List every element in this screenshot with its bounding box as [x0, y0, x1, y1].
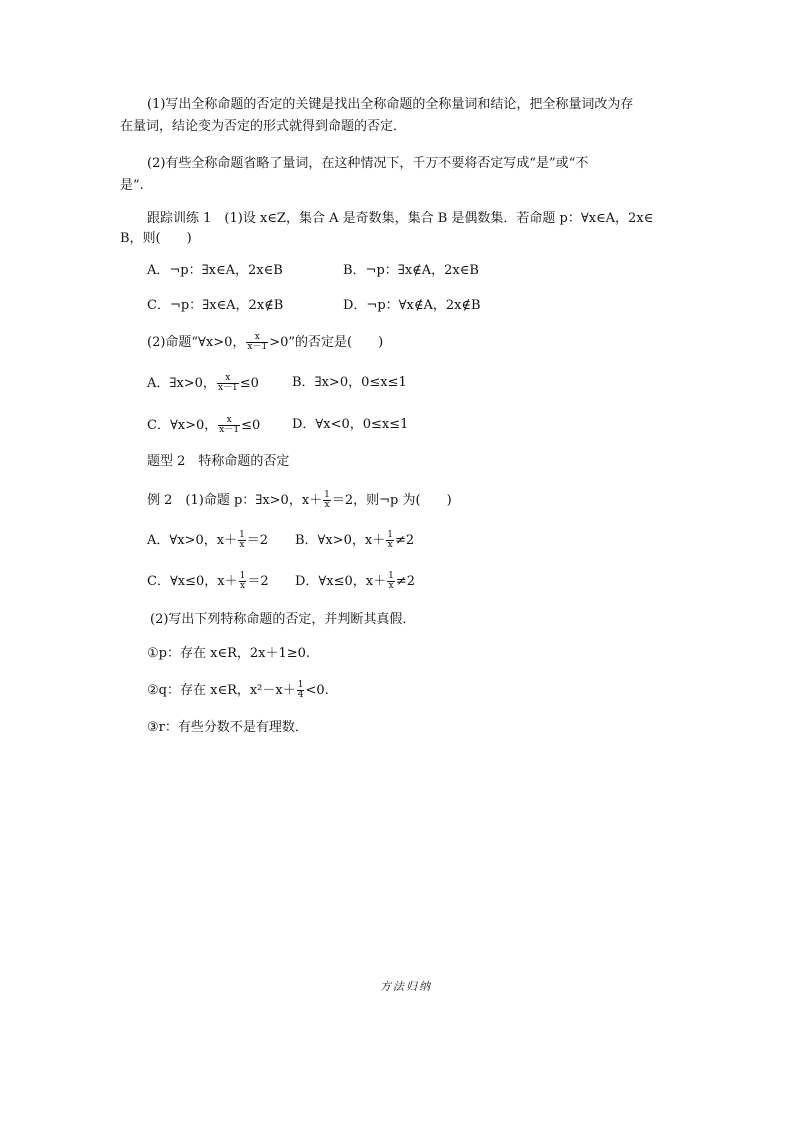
option-a-fraction	[217, 374, 239, 393]
option-a-post: ＝2	[246, 533, 269, 548]
example2-option-b	[295, 531, 414, 550]
option-b-post: ≠2	[394, 533, 415, 548]
footer-heading: 方法归纳	[380, 980, 432, 993]
fraction-denominator: x	[239, 540, 245, 550]
example2-option-a	[147, 531, 268, 550]
exercise1-q1-line2: B，则( )	[120, 231, 192, 246]
fraction-numerator: 1	[297, 680, 304, 690]
fraction-numerator: 1	[239, 571, 246, 581]
note1-line1: (1)写出全称命题的否定的关键是找出全称命题的全称量词和结论，把全称量词改为存	[147, 97, 634, 112]
option-a-fraction	[238, 531, 246, 550]
option-d-pre: D．∀x≤0，x＋	[295, 574, 387, 589]
fraction-numerator: 1	[239, 530, 245, 540]
exercise1-option-d: D．¬p：∀x∉A，2x∉B	[343, 298, 481, 313]
note2-line1: (2)有些全称命题省略了量词，在这种情况下，千万不要将否定写成“是”或“不	[147, 156, 589, 171]
fraction-denominator: x	[239, 581, 246, 591]
item-q-post: <0.	[305, 683, 329, 698]
option-d-post: ≠2	[395, 574, 416, 589]
option-c-pre: C．∀x>0，	[147, 418, 218, 433]
fraction-denominator: 4	[297, 690, 304, 700]
exercise1-q2-option-d: D．∀x<0，0≤x≤1	[292, 417, 409, 432]
fraction-denominator: x－1	[219, 425, 240, 435]
example2-item-p: ①p：存在 x∈R，2x＋1≥0.	[147, 646, 311, 661]
fraction-numerator: 1	[387, 530, 393, 540]
example2-q2: (2)写出下列特称命题的否定，并判断其真假．	[150, 612, 416, 627]
note2-line2: 是”.	[120, 178, 144, 193]
exercise1-q2-fraction	[246, 333, 268, 352]
item-q-fraction	[297, 681, 305, 700]
option-c-fraction	[218, 416, 240, 435]
example2-q1-fraction	[323, 491, 331, 510]
exercise1-q2	[147, 333, 383, 352]
example2-q1-pre: 例 2 (1)命题 p：∃x>0，x＋	[147, 493, 323, 508]
fraction-numerator: 1	[324, 490, 330, 500]
fraction-denominator: x－1	[247, 342, 268, 352]
fraction-denominator: x	[387, 540, 393, 550]
exercise1-option-c: C．¬p：∃x∈A，2x∉B	[147, 298, 284, 313]
item-q-pre: ②q：存在 x∈R，x²－x＋	[147, 683, 296, 698]
fraction-denominator: x	[388, 581, 394, 591]
option-c-pre: C．∀x≤0，x＋	[147, 574, 238, 589]
exercise1-option-b: B．¬p：∃x∉A，2x∈B	[343, 263, 479, 278]
exercise1-q2-option-a	[147, 374, 259, 393]
example2-option-c	[147, 572, 269, 591]
option-c-fraction	[239, 572, 247, 591]
fraction-numerator: x	[217, 374, 239, 384]
exercise1-q2-option-b: B．∃x>0，0≤x≤1	[292, 375, 407, 390]
option-b-pre: B．∀x>0，x＋	[295, 533, 386, 548]
option-c-post: ＝2	[247, 574, 269, 589]
example2-item-q	[147, 681, 329, 700]
exercise1-q2-post: >0”的否定是( )	[269, 335, 384, 350]
exercise1-option-a: A．¬p：∃x∈A，2x∈B	[147, 263, 283, 278]
fraction-numerator: x	[218, 416, 240, 426]
fraction-numerator: 1	[388, 571, 394, 581]
example2-item-r: ③r：有些分数不是有理数．	[147, 720, 308, 735]
fraction-denominator: x－1	[217, 383, 238, 393]
option-d-fraction	[387, 572, 395, 591]
note1-line2: 在量词，结论变为否定的形式就得到命题的否定．	[120, 119, 407, 134]
exercise1-q2-pre: (2)命题“∀x>0，	[147, 335, 246, 350]
option-c-post: ≤0	[241, 418, 261, 433]
example2-q1-post: ＝2，则¬p 为( )	[331, 493, 452, 508]
option-a-post: ≤0	[239, 376, 259, 391]
exercise1-q1-line1: 跟踪训练 1 (1)设 x∈Z，集合 A 是奇数集，集合 B 是偶数集．若命题 p：∀x∈A，2x∈	[147, 211, 654, 226]
option-b-fraction	[386, 531, 394, 550]
example2-q1	[147, 491, 452, 510]
option-a-pre: A．∃x>0，	[147, 376, 216, 391]
fraction-numerator: x	[246, 333, 268, 343]
exercise1-q2-option-c	[147, 416, 260, 435]
example2-option-d	[295, 572, 415, 591]
fraction-denominator: x	[324, 500, 330, 510]
section2-title: 题型 2 特称命题的否定	[147, 454, 290, 469]
option-a-pre: A．∀x>0，x＋	[147, 533, 238, 548]
